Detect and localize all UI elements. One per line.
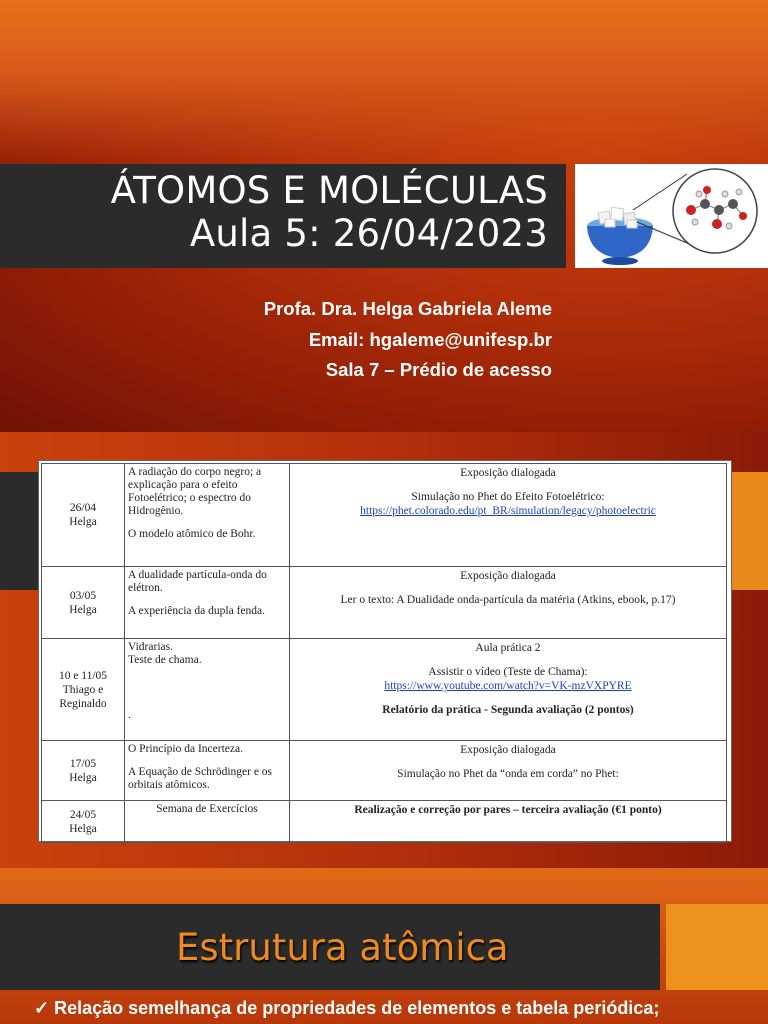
- slide-subtitle: Aula 5: 26/04/2023: [189, 212, 548, 255]
- date-cell: [42, 639, 125, 741]
- topic-text: O modelo atômico de Bohr.: [128, 528, 256, 540]
- activity-text: Simulação no Phet da “onda em corda” no Phet:: [397, 768, 619, 780]
- schedule-table-container: [38, 460, 732, 842]
- schedule-slide: [0, 432, 768, 868]
- activity-text: Ler o texto: A Dualidade onda-partícula da matéria (Atkins, ebook, p.17): [340, 594, 676, 606]
- activity-text: Exposição dialogada: [460, 744, 556, 756]
- date-cell: [42, 801, 125, 843]
- phet-link[interactable]: https://phet.colorado.edu/pt_BR/simulation/legacy/photoelectric: [360, 505, 656, 517]
- table-row: [42, 464, 727, 567]
- topic-text: A radiação do corpo negro; a explicação para o efeito Fotoelétrico; o espectro do Hidrogênio.: [128, 466, 262, 517]
- decorative-block: [666, 904, 768, 990]
- topic-text: A experiência da dupla fenda.: [128, 605, 265, 617]
- bullet-item: [34, 998, 659, 1019]
- checkmark-icon: ✓: [34, 998, 55, 1018]
- topic-text: A dualidade partícula-onda do elétron.: [128, 569, 267, 594]
- decorative-bar-left: [0, 472, 40, 590]
- date-cell: [42, 464, 125, 567]
- decorative-bar-right: [728, 472, 768, 590]
- title-slide: [0, 0, 768, 432]
- table-row: [42, 741, 727, 801]
- activity-cell: [290, 741, 727, 801]
- date-text: 24/05: [69, 808, 97, 821]
- activity-cell: [290, 639, 727, 741]
- date-text: 03/05: [69, 589, 97, 602]
- date-cell: [42, 567, 125, 639]
- table-row: [42, 801, 727, 843]
- activity-text: Realização e correção por pares – terceira avaliação (€1 ponto): [354, 804, 662, 816]
- date-text: 26/04: [69, 502, 97, 514]
- teacher-text: Helga: [69, 771, 97, 784]
- activity-cell: [290, 464, 727, 567]
- date-cell: [42, 741, 125, 801]
- table-row: [42, 567, 727, 639]
- teacher-text: Thiago e Reginaldo: [59, 683, 107, 710]
- topic-cell: [125, 567, 290, 639]
- bullet-text: Relação semelhança de propriedades de elementos e tabela periódica;: [54, 998, 660, 1018]
- teacher-text: Helga: [69, 516, 97, 528]
- date-text: 10 e 11/05: [58, 669, 108, 682]
- schedule-table: [41, 463, 727, 843]
- youtube-link[interactable]: https://www.youtube.com/watch?v=VK-mzVXPYRE: [384, 680, 632, 692]
- topic-cell: [125, 464, 290, 567]
- slide-title: ÁTOMOS E MOLÉCULAS: [110, 169, 548, 212]
- activity-text: Exposição dialogada: [460, 570, 556, 582]
- slide-background-glow: [0, 0, 768, 165]
- topic-cell: [125, 741, 290, 801]
- activity-cell: [290, 801, 727, 843]
- topic-text: O Princípio da Incerteza.: [128, 743, 243, 755]
- slide-title: Estrutura atômica: [176, 926, 509, 969]
- topic-text: .: [128, 709, 131, 721]
- teacher-text: Helga: [69, 822, 97, 835]
- teacher-text: Helga: [69, 603, 97, 616]
- activity-text: Exposição dialogada: [460, 467, 556, 479]
- topic-text: Semana de Exercícios: [156, 803, 258, 815]
- author-email: Email: hgaleme@unifesp.br: [308, 329, 552, 350]
- activity-text: Relatório da prática - Segunda avaliação (2 pontos): [382, 704, 634, 716]
- activity-cell: [290, 567, 727, 639]
- author-name: Profa. Dra. Helga Gabriela Aleme: [263, 298, 552, 319]
- topic-cell: [125, 801, 290, 843]
- molecule-bowl-icon: [575, 164, 768, 268]
- activity-text: Aula prática 2: [475, 642, 541, 654]
- topic-text: A Equação de Schrödinger e os orbitais atômicos.: [128, 766, 273, 791]
- activity-text: Assistir o vídeo (Teste de Chama):: [428, 666, 588, 678]
- title-band: [0, 164, 566, 268]
- table-row: [42, 639, 727, 741]
- date-text: 17/05: [69, 757, 97, 770]
- room-info: Sala 7 – Prédio de acesso: [325, 359, 552, 380]
- topic-cell: [125, 639, 290, 741]
- structure-slide: [0, 868, 768, 1024]
- topic-text: Teste de chama.: [128, 654, 202, 666]
- activity-text: Simulação no Phet do Efeito Fotoelétrico:: [411, 491, 605, 503]
- topic-text: Vidrarias.: [128, 641, 173, 653]
